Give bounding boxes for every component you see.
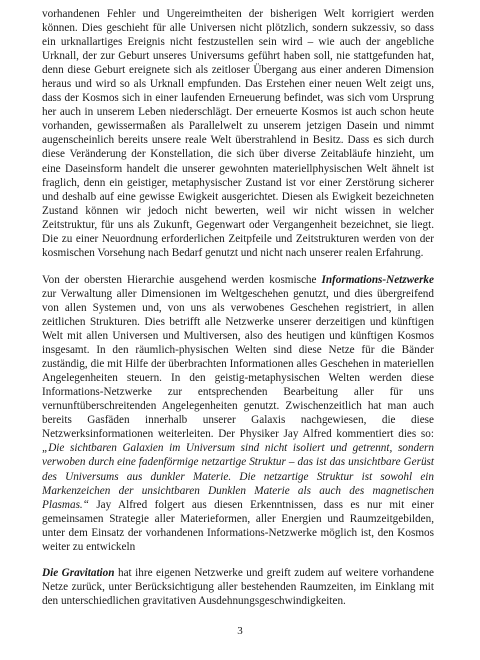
- paragraph-text: Jay Alfred folgert aus diesen Erkenntnissen, dass es nur mit einer gemeinsamen Strategie aller Materieformen, aller Energien und Raumzeitgebilden, unter dem Einsatz der vorhandenen Informations-Netzwerke möglich ist, den Kosmos weiter zu entwickeln: [42, 498, 434, 553]
- paragraph-information-networks: [42, 273, 434, 554]
- paragraph-text: Von der obersten Hierarchie ausgehend werden kosmische: [42, 273, 322, 286]
- term-gravitation: Die Gravitation: [42, 566, 115, 579]
- paragraph-text: hat ihre eigenen Netzwerke und greift zudem auf weitere vorhandene Netze zurück, unter Berücksichtigung aller bestehenden Raumzeiten, im Einklang mit den unterschiedlichen gravitativen Ausdehnungsgeschwindigkeiten.: [42, 566, 434, 607]
- paragraph-cosmos-renewal: vorhandenen Fehler und Ungereimtheiten der bisherigen Welt korrigiert werden können. Dies geschieht für alle Universen nicht plötzlich, sondern sukzessiv, so dass ein urknallartiges Ereignis nicht festzustellen sein wird – wie auch der angebliche Urknall, der zur Geburt unseres Universums geführt haben soll, nie stattgefunden hat, denn diese Geburt ereignete sich als zeitloser Übergang aus einer anderen Dimension heraus und wird so als Urknall empfunden. Das Erstehen einer neuen Welt zeigt uns, dass der Kosmos sich in einer laufenden Erneuerung befindet, was sich vom Ursprung her auch in unserem Leben niederschlägt. Der erneuerte Kosmos ist auch schon heute vorhanden, gewissermaßen als Parallelwelt zu unserem jetzigen Dasein und nimmt augenscheinlich bereits unsere reale Welt überstrahlend in Besitz. Dass es sich durch diese Veränderung der Konstellation, die sich über diverse Zeitabläufe hinzieht, um eine Daseinsform handelt die unserer gewohnten materiellphysischen Welt ähnelt ist fraglich, denn ein geistiger, metaphysischer Zustand ist vor einer Zerstörung sicherer und deshalb auf eine gewisse Ewigkeit ausgerichtet. Diesen als Ewigkeit bezeichneten Zustand können wir jedoch nicht bewerten, weil wir nicht wissen in welcher Zeitstruktur, für uns als Zukunft, Gegenwart oder Vergangenheit bezeichnet, sie liegt. Die zu einer Neuordnung erforderlichen Zeitpfeile und Zeitstrukturen werden von der kosmischen Vorsehung nach Bedarf genutzt und nicht nach unserer realen Erfahrung.: [42, 8, 434, 259]
- paragraph-gravitation: [42, 566, 434, 608]
- paragraph-text: zur Verwaltung aller Dimensionen im Weltgeschehen genutzt, und dies übergreifend von allen Systemen und, von uns als verwobenes Geschehen registriert, in allen zeitlichen Strukturen. Dies betrifft alle Netzwerke unserer derzeitigen und künftigen Welt mit allen Universen und Multiversen, also des heutigen und künftigen Kosmos insgesamt. In den räumlich-physischen Welten sind diese Netze für die Bänder zuständig, die mit Hilfe der überbrachten Informationen alles Geschehen in materiellen Angelegenheiten steuern. In den geistig-metaphysischen Welten werden diese Informations-Netzwerke zur entsprechenden Bearbeitung aller für uns vernunftüberschreitenden Angelegenheiten genutzt. Zwischenzeitlich hat man auch bereits Gasfäden innerhalb unserer Galaxis nachgewiesen, die diese Netzwerksinformationen weiterleiten. Der Physiker Jay Alfred kommentiert dies so:: [42, 287, 434, 441]
- quote-jay-alfred: „Die sichtbaren Galaxien im Universum sind nicht isoliert und getrennt, sondern verwoben durch eine fadenförmige netzartige Struktur – das ist das unsichtbare Gerüst des Universums aus dunkler Materie. Die netzartige Struktur ist sowohl ein Markenzeichen der unsichtbaren Dunklen Materie als auch des magnetischen Plasmas.“: [42, 442, 434, 511]
- paragraph-gap: [42, 554, 434, 566]
- paragraph-gap: [42, 260, 434, 273]
- term-information-networks: Informations-Netzwerke: [321, 273, 434, 286]
- page-number: 3: [237, 625, 243, 637]
